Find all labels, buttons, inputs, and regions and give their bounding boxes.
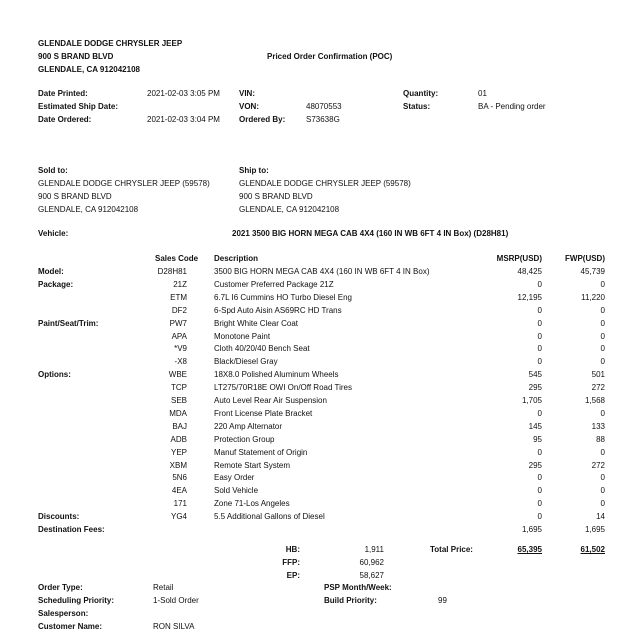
row-sales-code: APA xyxy=(171,332,187,341)
row-sales-code: MDA xyxy=(169,409,187,418)
row-description: 6-Spd Auto Aisin AS69RC HD Trans xyxy=(214,306,342,315)
row-description: 5.5 Additional Gallons of Diesel xyxy=(214,512,325,521)
ordered-by-label: Ordered By: xyxy=(239,115,286,124)
row-msrp: 0 xyxy=(537,473,542,482)
row-sales-code: D28H81 xyxy=(157,267,187,276)
order-type-label: Order Type: xyxy=(38,583,83,592)
date-printed-label: Date Printed: xyxy=(38,89,88,98)
date-ordered-value: 2021-02-03 3:04 PM xyxy=(147,115,220,124)
col-description: Description xyxy=(214,254,259,263)
psp-label: PSP Month/Week: xyxy=(324,583,392,592)
quantity-value: 01 xyxy=(478,89,487,98)
ep-value: 58,627 xyxy=(359,571,384,580)
row-sales-code: PW7 xyxy=(169,319,187,328)
dealer-name: GLENDALE DODGE CHRYSLER JEEP xyxy=(38,39,183,48)
row-sales-code: YG4 xyxy=(170,512,187,521)
ship-to-line2: 900 S BRAND BLVD xyxy=(239,192,313,201)
row-sales-code: TCP xyxy=(171,383,187,392)
row-description: 18X8.0 Polished Aluminum Wheels xyxy=(214,370,339,379)
col-fwp: FWP(USD) xyxy=(565,254,605,263)
row-description: Black/Diesel Gray xyxy=(214,357,278,366)
row-msrp: 0 xyxy=(537,357,542,366)
dealer-address: 900 S BRAND BLVD xyxy=(38,52,114,61)
row-fwp: 0 xyxy=(600,319,605,328)
row-fwp: 1,695 xyxy=(584,525,605,534)
row-fwp: 45,739 xyxy=(580,267,605,276)
dealer-city: GLENDALE, CA 912042108 xyxy=(38,65,140,74)
row-fwp: 0 xyxy=(600,344,605,353)
row-fwp: 11,220 xyxy=(581,293,605,302)
row-sales-code: YEP xyxy=(170,448,187,457)
build-priority-value: 99 xyxy=(438,596,447,605)
row-fwp: 0 xyxy=(600,332,605,341)
vehicle-description: 2021 3500 BIG HORN MEGA CAB 4X4 (160 IN WB 6FT 4 IN Box) (D28H81) xyxy=(232,229,509,238)
row-msrp: 0 xyxy=(537,409,542,418)
row-sales-code: -X8 xyxy=(174,357,187,366)
row-description: LT275/70R18E OWI On/Off Road Tires xyxy=(214,383,352,392)
customer-name-label: Customer Name: xyxy=(38,622,103,631)
row-fwp: 0 xyxy=(600,499,605,508)
ship-to-line1: GLENDALE DODGE CHRYSLER JEEP (59578) xyxy=(239,179,411,188)
row-msrp: 295 xyxy=(528,461,542,470)
row-fwp: 0 xyxy=(600,357,605,366)
row-description: Easy Order xyxy=(214,473,255,482)
vehicle-label: Vehicle: xyxy=(38,229,69,238)
row-description: Customer Preferred Package 21Z xyxy=(214,280,334,289)
row-section: Destination Fees: xyxy=(38,525,105,534)
row-description: Remote Start System xyxy=(214,461,291,470)
row-description: Sold Vehicle xyxy=(214,486,259,495)
row-msrp: 0 xyxy=(537,332,542,341)
row-sales-code: ADB xyxy=(170,435,187,444)
ffp-label: FFP: xyxy=(282,558,300,567)
row-fwp: 272 xyxy=(591,383,605,392)
row-fwp: 88 xyxy=(596,435,605,444)
row-msrp: 145 xyxy=(528,422,542,431)
vin-label: VIN: xyxy=(239,89,255,98)
date-ordered-label: Date Ordered: xyxy=(38,115,92,124)
ship-to-label: Ship to: xyxy=(239,166,269,175)
row-description: Auto Level Rear Air Suspension xyxy=(214,396,327,405)
row-description: Manuf Statement of Origin xyxy=(214,448,308,457)
row-sales-code: XBM xyxy=(169,461,187,470)
row-description: Zone 71-Los Angeles xyxy=(214,499,290,508)
row-sales-code: ETM xyxy=(170,293,187,302)
row-sales-code: DF2 xyxy=(171,306,187,315)
total-fwp: 61,502 xyxy=(580,545,605,554)
col-msrp: MSRP(USD) xyxy=(496,254,542,263)
row-msrp: 0 xyxy=(537,499,542,508)
customer-name-value: RON SILVA xyxy=(153,622,195,631)
row-fwp: 0 xyxy=(600,486,605,495)
row-fwp: 0 xyxy=(600,448,605,457)
col-sales-code: Sales Code xyxy=(155,254,199,263)
quantity-label: Quantity: xyxy=(403,89,439,98)
row-description: 3500 BIG HORN MEGA CAB 4X4 (160 IN WB 6FT 4 IN Box) xyxy=(214,267,430,276)
row-description: 220 Amp Alternator xyxy=(214,422,283,431)
row-sales-code: WBE xyxy=(168,370,187,379)
ep-label: EP: xyxy=(286,571,300,580)
row-msrp: 545 xyxy=(528,370,542,379)
row-msrp: 0 xyxy=(537,319,542,328)
hb-value: 1,911 xyxy=(364,545,384,554)
sold-to-label: Sold to: xyxy=(38,166,68,175)
row-msrp: 0 xyxy=(537,344,542,353)
row-sales-code: *V9 xyxy=(174,344,187,353)
row-msrp: 0 xyxy=(537,306,542,315)
row-fwp: 0 xyxy=(600,280,605,289)
row-sales-code: SEB xyxy=(170,396,187,405)
row-fwp: 0 xyxy=(600,306,605,315)
row-msrp: 95 xyxy=(533,435,542,444)
row-msrp: 0 xyxy=(537,512,542,521)
row-msrp: 48,425 xyxy=(517,267,542,276)
status-value: BA - Pending order xyxy=(478,102,546,111)
row-msrp: 295 xyxy=(528,383,542,392)
sold-to-line3: GLENDALE, CA 912042108 xyxy=(38,205,139,214)
row-sales-code: 21Z xyxy=(173,280,187,289)
row-fwp: 0 xyxy=(600,473,605,482)
row-msrp: 0 xyxy=(537,486,542,495)
status-label: Status: xyxy=(403,102,431,111)
row-sales-code: 5N6 xyxy=(172,473,187,482)
scheduling-priority-label: Scheduling Priority: xyxy=(38,596,115,605)
ordered-by-value: S73638G xyxy=(306,115,340,124)
row-section: Package: xyxy=(38,280,74,289)
row-msrp: 1,695 xyxy=(521,525,542,534)
order-type-value: Retail xyxy=(153,583,174,592)
row-section: Discounts: xyxy=(38,512,80,521)
sold-to-line1: GLENDALE DODGE CHRYSLER JEEP (59578) xyxy=(38,179,210,188)
build-priority-label: Build Priority: xyxy=(324,596,377,605)
document-title: Priced Order Confirmation (POC) xyxy=(267,52,393,61)
row-description: Protection Group xyxy=(214,435,275,444)
row-description: Bright White Clear Coat xyxy=(214,319,299,328)
sold-to-line2: 900 S BRAND BLVD xyxy=(38,192,112,201)
date-printed-value: 2021-02-03 3:05 PM xyxy=(147,89,220,98)
row-section: Options: xyxy=(38,370,71,379)
ship-to-line3: GLENDALE, CA 912042108 xyxy=(239,205,340,214)
row-fwp: 501 xyxy=(591,370,605,379)
row-description: 6.7L I6 Cummins HO Turbo Diesel Eng xyxy=(214,293,352,302)
hb-label: HB: xyxy=(285,545,300,554)
row-msrp: 0 xyxy=(537,280,542,289)
row-fwp: 0 xyxy=(600,409,605,418)
row-fwp: 133 xyxy=(591,422,605,431)
scheduling-priority-value: 1-Sold Order xyxy=(153,596,199,605)
row-sales-code: 171 xyxy=(173,499,187,508)
von-label: VON: xyxy=(239,102,259,111)
row-msrp: 12,195 xyxy=(517,293,542,302)
total-msrp: 65,395 xyxy=(517,545,542,554)
row-fwp: 272 xyxy=(591,461,605,470)
row-description: Front License Plate Bracket xyxy=(214,409,313,418)
row-sales-code: BAJ xyxy=(172,422,187,431)
ffp-value: 60,962 xyxy=(359,558,384,567)
row-msrp: 0 xyxy=(537,448,542,457)
est-ship-label: Estimated Ship Date: xyxy=(38,102,119,111)
row-fwp: 1,568 xyxy=(584,396,605,405)
row-section: Paint/Seat/Trim: xyxy=(38,319,99,328)
total-price-label: Total Price: xyxy=(430,545,473,554)
row-sales-code: 4EA xyxy=(171,486,187,495)
von-value: 48070553 xyxy=(306,102,342,111)
salesperson-label: Salesperson: xyxy=(38,609,89,618)
row-msrp: 1,705 xyxy=(521,396,542,405)
row-section: Model: xyxy=(38,267,64,276)
row-description: Cloth 40/20/40 Bench Seat xyxy=(214,344,310,353)
row-fwp: 14 xyxy=(596,512,605,521)
row-description: Monotone Paint xyxy=(214,332,271,341)
